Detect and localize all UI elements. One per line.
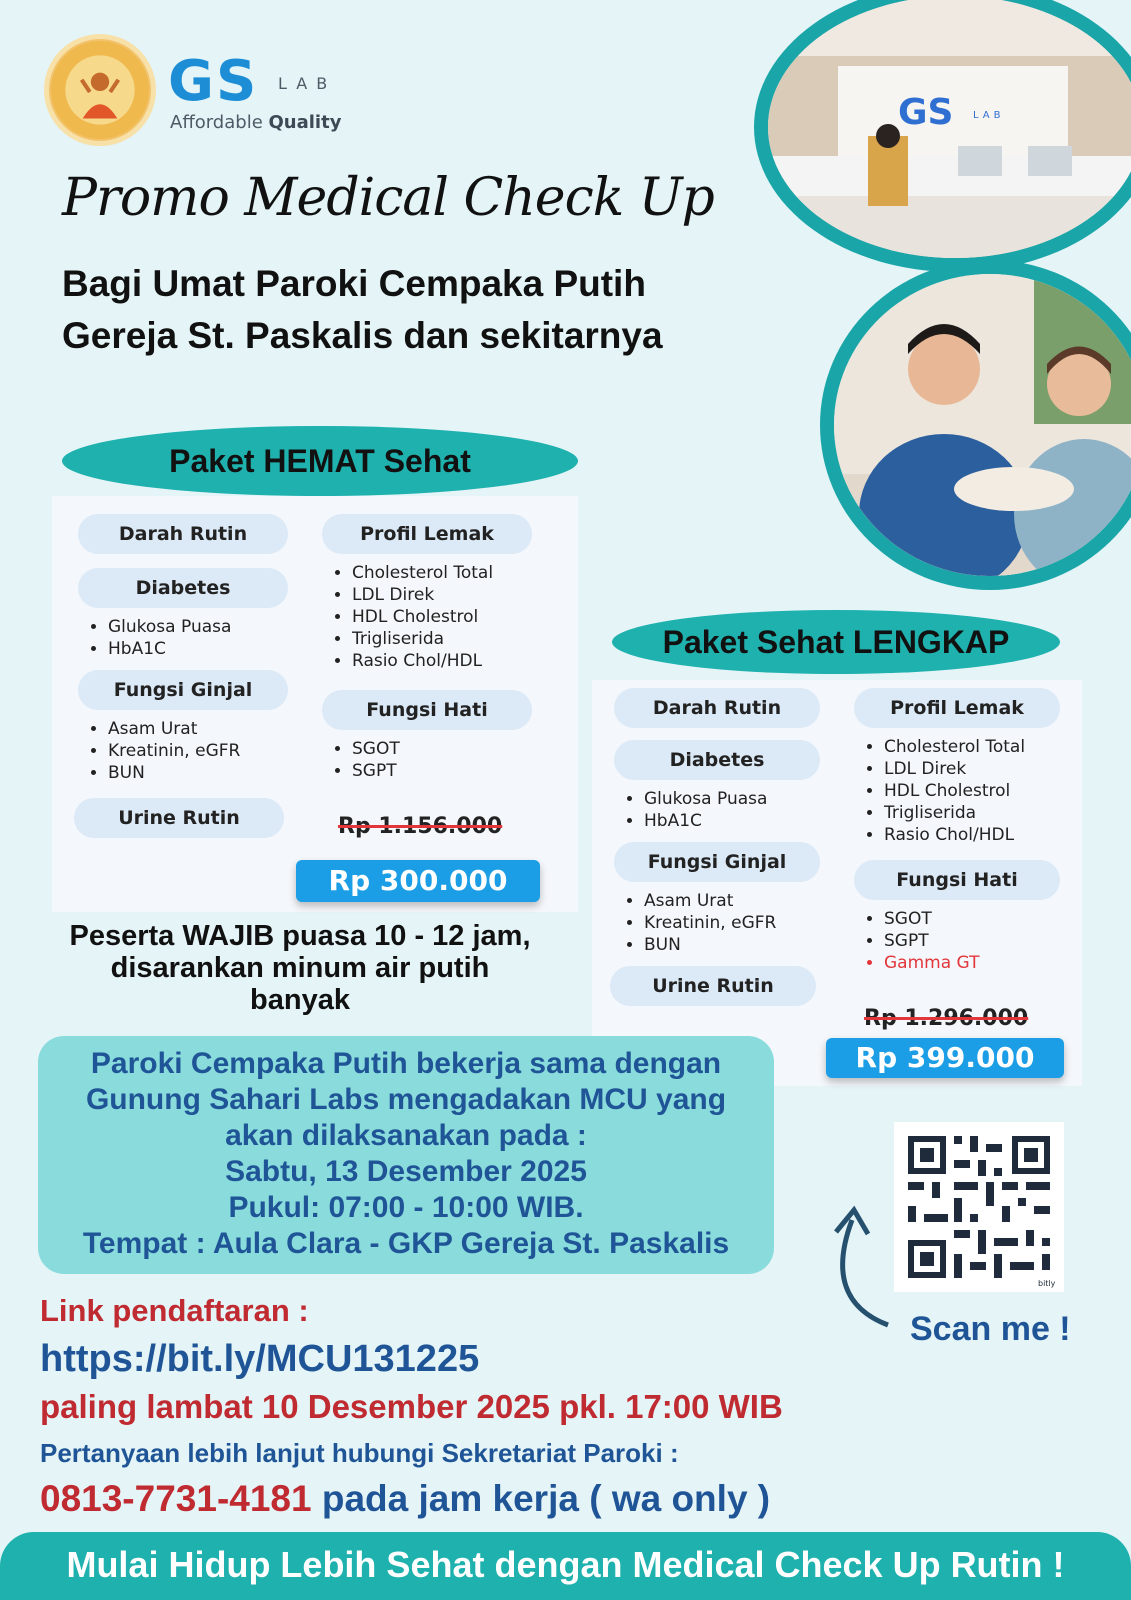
lemak-list xyxy=(328,562,493,672)
seal-icon xyxy=(49,39,151,141)
nurse-patient-photo xyxy=(820,260,1131,590)
event-time: Pukul: 07:00 - 10:00 WIB. xyxy=(228,1191,584,1224)
tag-fungsi-ginjal: Fungsi Ginjal xyxy=(614,842,820,882)
lab-reception-photo xyxy=(754,0,1131,272)
list-item: • Kreatinin, eGFR xyxy=(108,740,240,762)
list-item: • HDL Cholestrol xyxy=(352,606,493,628)
lemak-list xyxy=(860,736,1025,846)
list-item: • BUN xyxy=(644,934,776,956)
list-item: • Asam Urat xyxy=(644,890,776,912)
list-item: • LDL Direk xyxy=(352,584,493,606)
info-line-1: Paroki Cempaka Putih bekerja sama dengan xyxy=(90,1047,722,1080)
event-venue: Tempat : Aula Clara - GKP Gereja St. Paskalis xyxy=(82,1227,730,1260)
hati-list xyxy=(860,908,979,974)
tag-fungsi-ginjal: Fungsi Ginjal xyxy=(78,670,288,710)
tag-urine-rutin: Urine Rutin xyxy=(610,966,816,1006)
registration-link-label: Link pendaftaran : xyxy=(40,1293,309,1328)
qr-brand: bitly xyxy=(1038,1279,1056,1288)
old-price: Rp 1.156.000 xyxy=(338,814,503,839)
list-item: • Trigliserida xyxy=(352,628,493,650)
page-subtitle xyxy=(62,258,663,362)
subtitle-line-2: Gereja St. Paskalis dan sekitarnya xyxy=(62,315,663,356)
tag-urine-rutin: Urine Rutin xyxy=(74,798,284,838)
list-item: • Trigliserida xyxy=(884,802,1025,824)
paket-hemat-title: Paket HEMAT Sehat xyxy=(62,426,578,496)
event-date: Sabtu, 13 Desember 2025 xyxy=(225,1155,587,1188)
info-line-3: akan dilaksanakan pada : xyxy=(225,1119,587,1152)
santo-paskalis-seal-logo xyxy=(44,34,156,146)
list-item: • SGPT xyxy=(352,760,400,782)
list-item: • Glukosa Puasa xyxy=(644,788,767,810)
list-item: • BUN xyxy=(108,762,240,784)
note-line-1: Peserta WAJIB puasa 10 - 12 jam, xyxy=(69,920,531,952)
tag-profil-lemak: Profil Lemak xyxy=(854,688,1060,728)
list-item: • Glukosa Puasa xyxy=(108,616,231,638)
tag-darah-rutin: Darah Rutin xyxy=(78,514,288,554)
list-item: • SGOT xyxy=(884,908,979,930)
ginjal-list xyxy=(620,890,776,956)
ginjal-list xyxy=(84,718,240,784)
gs-lab-tagline xyxy=(170,112,341,133)
paket-lengkap-title: Paket Sehat LENGKAP xyxy=(612,610,1060,674)
subtitle-line-1: Bagi Umat Paroki Cempaka Putih xyxy=(62,263,646,304)
footer-slogan: Mulai Hidup Lebih Sehat dengan Medical Check Up Rutin ! xyxy=(66,1544,1065,1585)
gs-lab-wordmark: GS xyxy=(168,49,259,114)
paket-lengkap-card xyxy=(592,680,1082,1086)
tag-darah-rutin: Darah Rutin xyxy=(614,688,820,728)
registration-link[interactable]: https://bit.ly/MCU131225 xyxy=(40,1338,480,1380)
list-item: • LDL Direk xyxy=(884,758,1025,780)
list-item: • SGOT xyxy=(352,738,400,760)
page-title: Promo Medical Check Up xyxy=(62,168,714,228)
gs-lab-suffix: LAB xyxy=(278,74,337,93)
list-item: • SGPT xyxy=(884,930,979,952)
info-line-2: Gunung Sahari Labs mengadakan MCU yang xyxy=(85,1083,727,1116)
list-item: • Kreatinin, eGFR xyxy=(644,912,776,934)
list-item: • Cholesterol Total xyxy=(884,736,1025,758)
scan-me-label: Scan me ! xyxy=(910,1310,1071,1348)
contact-line xyxy=(40,1478,770,1520)
list-item: • Asam Urat xyxy=(108,718,240,740)
tag-fungsi-hati: Fungsi Hati xyxy=(322,690,532,730)
diabetes-list xyxy=(620,788,767,832)
tag-fungsi-hati: Fungsi Hati xyxy=(854,860,1060,900)
gs-lab-logo xyxy=(168,50,368,140)
contact-text: Pertanyaan lebih lanjut hubungi Sekretariat Paroki : xyxy=(40,1438,679,1468)
list-item: • HbA1C xyxy=(108,638,231,660)
tagline-bold: Quality xyxy=(268,112,342,133)
list-item: • HDL Cholestrol xyxy=(884,780,1025,802)
contact-hours: pada jam kerja ( wa only ) xyxy=(311,1478,771,1519)
list-item-gamma-gt: • Gamma GT xyxy=(884,952,979,974)
note-line-2: disarankan minum air putih xyxy=(110,952,490,984)
hati-list xyxy=(328,738,400,782)
event-info-box xyxy=(38,1036,774,1274)
contact-phone[interactable]: 0813-7731-4181 xyxy=(40,1478,312,1519)
footer-banner xyxy=(0,1532,1131,1600)
tag-diabetes: Diabetes xyxy=(614,740,820,780)
paket-hemat-card xyxy=(52,496,578,912)
list-item: • Rasio Chol/HDL xyxy=(884,824,1025,846)
registration-deadline: paling lambat 10 Desember 2025 pkl. 17:00 WIB xyxy=(40,1388,783,1425)
registration-qr-code[interactable] xyxy=(894,1122,1064,1292)
reception-sign-suffix: LAB xyxy=(973,110,1005,121)
old-price: Rp 1.296.000 xyxy=(864,1006,1029,1031)
curved-arrow-icon xyxy=(822,1190,902,1340)
tagline-plain: Affordable xyxy=(170,112,269,133)
promo-price: Rp 300.000 xyxy=(296,860,540,902)
fasting-note xyxy=(40,920,560,1016)
reception-image-icon xyxy=(768,0,1131,258)
list-item: • Cholesterol Total xyxy=(352,562,493,584)
list-item: • HbA1C xyxy=(644,810,767,832)
list-item: • Rasio Chol/HDL xyxy=(352,650,493,672)
diabetes-list xyxy=(84,616,231,660)
note-line-3: banyak xyxy=(250,984,350,1016)
tag-diabetes: Diabetes xyxy=(78,568,288,608)
qr-code-icon xyxy=(894,1122,1064,1292)
reception-sign-text: GS xyxy=(898,92,954,133)
promo-price: Rp 399.000 xyxy=(826,1038,1064,1078)
tag-profil-lemak: Profil Lemak xyxy=(322,514,532,554)
nurse-image-icon xyxy=(834,274,1131,576)
